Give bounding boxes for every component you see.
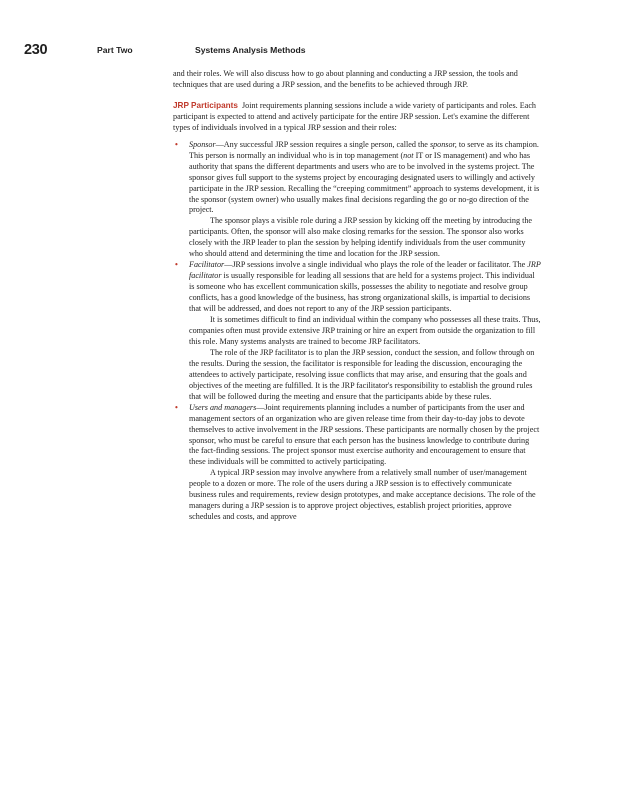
bullet-icon: • (175, 139, 178, 149)
bullet-icon: • (175, 260, 178, 270)
text: to serve as its champion. This person is normally an individual who is in top management ( (189, 139, 539, 160)
emphasis: not (403, 150, 414, 160)
facilitator-paragraph-1: Facilitator—JRP sessions involve a single individual who plays the role of the leader or facilitator. The JRP facilitator is usually responsible for leading all sessions that are held for a systems project. This individual is someone who has excellent communication skills, possesses the ability to negotiate and resolve group conflicts, has a good knowledge of the business, has strong organizational skills, is impartial to decisions that will be addressed, and does not report to any of the JRP session participants. (189, 260, 541, 314)
text: IT or IS management) and who has authority that spans the different departments and users who are to be involved in the systems project. The sponsor gives full support to the systems project by encouraging designated users to willingly and actively participate in the JRP session. Recalling the “creeping commitment” approach to systems development, it is the sponsor (system owner) who usually makes final decisions regarding the go or no-go direction of the project. (189, 150, 540, 215)
term-sponsor: Sponsor (189, 139, 216, 149)
page-number: 230 (24, 42, 48, 58)
facilitator-paragraph-2: It is sometimes difficult to find an individual within the company who possesses all these traits. Thus, companies often must provide extensive JRP training or hire an expert from outside the organization to fill this role. Many systems analysts are trained to become JRP facilitators. (189, 315, 541, 346)
part-label: Part Two (97, 45, 133, 55)
users-paragraph-1: Users and managers—Joint requirements planning includes a number of participants from the user and management sectors of an organization who are given release time from their day-to-day jobs to devote themselves to active involvement in the JRP sessions. These participants are normally chosen by the project sponsor, who must be careful to ensure that each person has the business knowledge to contribute during the fact-finding sessions. The project sponsor must exercise authority and encouragement to ensure that these individuals will be committed to actively participating. (189, 402, 540, 467)
participant-list (173, 140, 541, 523)
runin-text: Joint requirements planning sessions include a wide variety of participants and roles. Each participant is expected to attend and actively participate for the entire JRP session. Let's examine the different types of individuals involved in a typical JRP session and their roles: (173, 100, 536, 132)
bullet-icon: • (175, 402, 178, 412)
text: is usually responsible for leading all sessions that are held for a systems project. This individual is someone who has excellent communication skills, possesses the ability to negotiate and resolve group conflicts, has a good knowledge of the business, has strong organizational skills, is impartial to decisions that will be addressed, and does not report to any of the JRP session participants. (189, 271, 535, 314)
term-users-managers: Users and managers (189, 402, 257, 412)
text: JRP sessions involve a single individual who plays the role of the leader or facilitator. The (232, 260, 528, 270)
sponsor-paragraph-2: The sponsor plays a visible role during a JRP session by kicking off the meeting by introducing the participants. Often, the sponsor will also make closing remarks for the session. The sponsor also works closely with the JRP leader to plan the session by helping identify individuals from the user community who should attend and determining the time and location for the JRP session. (189, 216, 533, 259)
text: Joint requirements planning includes a number of participants from the user and management sectors of an organization who are given release time from their day-to-day jobs to devote themselves to active involvement in the JRP sessions. These participants are normally chosen by the project sponsor, who must be careful to ensure that each person has the business knowledge to contribute during the fact-finding sessions. The project sponsor must exercise authority and encouragement to ensure that these individuals will be committed to actively participating. (189, 402, 540, 467)
emphasis: sponsor, (429, 139, 457, 149)
runin-paragraph (173, 101, 541, 134)
emphasis: JRP facilitator (189, 260, 541, 281)
list-item-facilitator (173, 260, 541, 402)
term-facilitator: Facilitator (189, 260, 225, 270)
body-text (173, 69, 541, 523)
section-title: Systems Analysis Methods (195, 45, 306, 55)
facilitator-paragraph-3: The role of the JRP facilitator is to plan the JRP session, conduct the session, and follow through on the results. During the session, the facilitator is responsible for leading the discussion, encouraging the attendees to actively participate, resolving issue conflicts that may arise, and ensuring that the goals and objectives of the meeting are fulfilled. It is the JRP facilitator's responsibility to establish the ground rules that will be followed during the meeting and ensure that the participants abide by these rules. (189, 347, 535, 401)
list-item-sponsor (173, 140, 541, 260)
sponsor-paragraph-1: Sponsor—Any successful JRP session requires a single person, called the sponsor, to serve as its champion. This person is normally an individual who is in top management (not IT or IS management) and who has authority that spans the different departments and users who are to be involved in the systems project. The sponsor gives full support to the systems project by encouraging designated users to willingly and actively participate in the JRP session. Recalling the “creeping commitment” approach to systems development, it is the sponsor (system owner) who usually makes final decisions regarding the go or no-go direction of the project. (189, 139, 540, 215)
text: Any successful JRP session requires a single person, called the (223, 139, 430, 149)
intro-paragraph: and their roles. We will also discuss how to go about planning and conducting a JRP session, the tools and techniques that are used during a JRP session, and the benefits to be achieved through JRP. (173, 69, 518, 89)
list-item-users-managers (173, 403, 541, 523)
runin-heading: JRP Participants (173, 100, 238, 110)
users-paragraph-2: A typical JRP session may involve anywhere from a relatively small number of user/management people to a dozen or more. The role of the users during a JRP session is to effectively communicate business rules and requirements, review design prototypes, and make acceptance decisions. The role of the managers during a JRP session is to approve project objectives, establish project priorities, approve schedules and costs, and approve (189, 468, 536, 522)
running-header (24, 42, 584, 58)
